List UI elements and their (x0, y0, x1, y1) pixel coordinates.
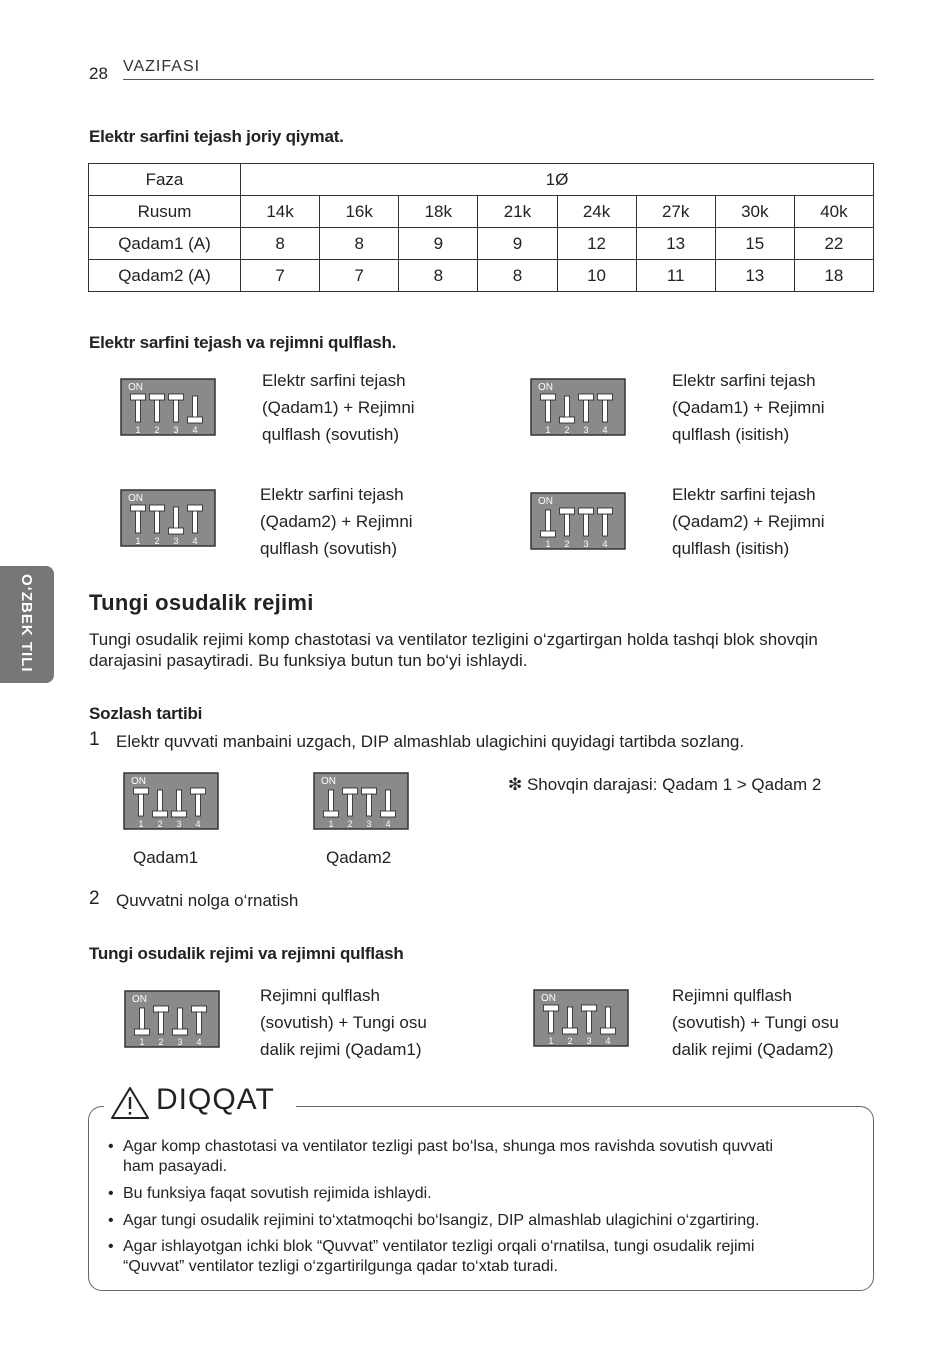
dip-number: 4 (602, 425, 608, 435)
table-cell: 40k (794, 196, 873, 228)
dip-number: 2 (154, 536, 160, 546)
dip-on-label: ON (541, 993, 556, 1004)
dip-cap-down (324, 811, 339, 817)
dip-stem (584, 514, 589, 536)
dip-stem (177, 790, 182, 812)
desc-line: qulflash (sovutish) (260, 539, 398, 558)
desc-line: Elektr sarfini tejash (262, 371, 406, 390)
caution-bullet (108, 1184, 848, 1204)
caution-title: DIQQAT (156, 1083, 275, 1116)
desc-line: Rejimni qulflash (672, 986, 792, 1005)
dip-switch (313, 772, 409, 830)
dip-cap-down (541, 531, 556, 537)
dip-stem (565, 514, 570, 536)
warning-icon (110, 1086, 150, 1125)
night-lock-title: Tungi osudalik rejimi va rejimni qulflash (89, 944, 404, 963)
table-cell: 13 (715, 260, 794, 292)
dip-stem (136, 400, 141, 422)
desc-line: qulflash (sovutish) (262, 425, 400, 444)
table-cell: 27k (636, 196, 715, 228)
desc-line: qulflash (isitish) (672, 425, 790, 444)
night-lock-desc-2 (672, 982, 839, 1063)
table-cell: 24k (557, 196, 636, 228)
desc-line: (Qadam2) + Rejimni (672, 512, 825, 531)
dip-stem (158, 790, 163, 812)
dip-number: 2 (564, 425, 570, 435)
page-number: 28 (89, 64, 108, 83)
dip-switch-graphic (313, 772, 409, 830)
dip-number: 1 (545, 539, 551, 549)
dip-number: 3 (177, 1037, 183, 1047)
dip-cap-up (191, 788, 206, 794)
dip-stem (178, 1008, 183, 1030)
dip-stem (549, 1011, 554, 1033)
dip-number: 4 (195, 819, 201, 829)
bullet-dot: • (108, 1212, 114, 1229)
dip-switch-graphic (530, 492, 626, 550)
table-cell: 30k (715, 196, 794, 228)
dip-cap-up (134, 788, 149, 794)
bullet-line: Bu funksiya faqat sovutish rejimida ishlaydi. (123, 1185, 432, 1202)
dip-stem (603, 400, 608, 422)
dip-stem (386, 790, 391, 812)
table-cell: 14k (241, 196, 320, 228)
table-cell: 12 (557, 228, 636, 260)
lock-desc-3 (260, 481, 413, 562)
dip-stem (140, 1008, 145, 1030)
dip-cap-down (601, 1028, 616, 1034)
dip-stem (565, 396, 570, 418)
dip-cap-down (135, 1029, 150, 1035)
dip-cap-up (598, 394, 613, 400)
phase-cell: 1Ø (241, 164, 874, 196)
bullet-dot: • (108, 1138, 114, 1155)
dip-stem (155, 400, 160, 422)
table-row (89, 164, 874, 196)
dip-on-label: ON (128, 382, 143, 393)
dip-on-label: ON (538, 382, 553, 393)
dip-number: 2 (157, 819, 163, 829)
dip-cap-down (153, 811, 168, 817)
desc-line: (sovutish) + Tungi osu (672, 1013, 839, 1032)
dip-number: 1 (135, 425, 141, 435)
table-cell: 9 (478, 228, 557, 260)
dip-switch-graphic (123, 772, 219, 830)
table-cell: 7 (320, 260, 399, 292)
dip-number: 1 (328, 819, 334, 829)
table-cell: 21k (478, 196, 557, 228)
table-cell: 8 (399, 260, 478, 292)
dip-switch (123, 772, 219, 830)
dip-stem (348, 794, 353, 816)
dip-number: 3 (586, 1036, 592, 1046)
dip-number: 1 (139, 1037, 145, 1047)
bullet-line: ham pasayadi. (123, 1158, 228, 1175)
dip-number: 2 (567, 1036, 573, 1046)
dip-number: 3 (366, 819, 372, 829)
dip-stem (329, 790, 334, 812)
table-cell: 18 (794, 260, 873, 292)
bullet-line: Agar ishlayotgan ichki blok “Quvvat” ventilator tezligi orqali o‘rnatilsa, tungi osudalik rejimi (123, 1238, 755, 1255)
bullet-line: Agar tungi osudalik rejimini to‘xtatmoqchi bo‘lsangiz, DIP almashlab ulagichini o‘zgartiring. (123, 1212, 760, 1229)
table-row (89, 228, 874, 260)
row-header: Rusum (89, 196, 241, 228)
dip-number: 4 (385, 819, 391, 829)
dip-number: 4 (192, 536, 198, 546)
dip-stem (197, 1012, 202, 1034)
language-side-tab[interactable] (0, 566, 54, 683)
dip-on-label: ON (321, 776, 336, 787)
desc-line: qulflash (isitish) (672, 539, 790, 558)
bullet-line: “Quvvat” ventilator tezligi o‘zgartirilgunga qadar to‘xtab turadi. (123, 1258, 558, 1275)
caution-bullet (108, 1137, 848, 1177)
dip-cap-down (381, 811, 396, 817)
dip-number: 2 (347, 819, 353, 829)
desc-line: (Qadam1) + Rejimni (262, 398, 415, 417)
dip-on-label: ON (132, 994, 147, 1005)
night-mode-heading: Tungi osudalik rejimi (89, 590, 314, 615)
dip-switch-graphic (533, 989, 629, 1047)
dip-cap-up (150, 505, 165, 511)
dip-stem (174, 400, 179, 422)
table-cell: 13 (636, 228, 715, 260)
dip-number: 2 (564, 539, 570, 549)
table-cell: 10 (557, 260, 636, 292)
row-header: Qadam2 (A) (89, 260, 241, 292)
dip-cap-up (192, 1006, 207, 1012)
bullet-dot: • (108, 1185, 114, 1202)
lock-desc-2 (672, 367, 825, 448)
dip-cap-up (131, 505, 146, 511)
dip-number: 1 (548, 1036, 554, 1046)
step-number: 1 (89, 729, 100, 750)
desc-line: Elektr sarfini tejash (672, 485, 816, 504)
table-cell: 8 (478, 260, 557, 292)
dip-cap-up (154, 1006, 169, 1012)
dip-stem (546, 510, 551, 532)
current-values-table (88, 163, 874, 292)
dip-cap-down (188, 417, 203, 423)
table-cell: 8 (241, 228, 320, 260)
dip-stem (174, 507, 179, 529)
dip-cap-up (343, 788, 358, 794)
dip-stem (587, 1011, 592, 1033)
dip-stem (546, 400, 551, 422)
dip-number: 3 (173, 425, 179, 435)
desc-line: (Qadam2) + Rejimni (260, 512, 413, 531)
night-lock-desc-1 (260, 982, 427, 1063)
lock-desc-4 (672, 481, 825, 562)
desc-line: Elektr sarfini tejash (260, 485, 404, 504)
dip-switch (120, 489, 216, 547)
dip-stem (139, 794, 144, 816)
dip-cap-up (579, 394, 594, 400)
desc-line: Rejimni qulflash (260, 986, 380, 1005)
noise-note: ❇ Shovqin darajasi: Qadam 1 > Qadam 2 (508, 775, 822, 794)
table-row (89, 260, 874, 292)
dip-cap-up (131, 394, 146, 400)
dip-stem (136, 511, 141, 533)
dip-number: 3 (173, 536, 179, 546)
table-title: Elektr sarfini tejash joriy qiymat. (89, 127, 344, 146)
lock-section-title: Elektr sarfini tejash va rejimni qulflash. (89, 333, 397, 352)
dip-cap-up (598, 508, 613, 514)
dip-cap-up (544, 1005, 559, 1011)
desc-line: (Qadam1) + Rejimni (672, 398, 825, 417)
desc-line: dalik rejimi (Qadam1) (260, 1040, 422, 1059)
step-text: Quvvatni nolga o‘rnatish (116, 891, 299, 910)
table-cell: 7 (241, 260, 320, 292)
dip-cap-up (188, 505, 203, 511)
dip-stem (367, 794, 372, 816)
dip-number: 2 (154, 425, 160, 435)
dip-cap-down (173, 1029, 188, 1035)
dip-stem (606, 1007, 611, 1029)
side-tab-label: O‘ZBEK TILI (18, 574, 35, 673)
dip-cap-up (560, 508, 575, 514)
dip-number: 2 (158, 1037, 164, 1047)
dip-number: 3 (176, 819, 182, 829)
section-title: VAZIFASI (123, 58, 201, 75)
step-text: Elektr quvvati manbaini uzgach, DIP almashlab ulagichini quyidagi tartibda sozlang. (116, 732, 745, 751)
dip-stem (196, 794, 201, 816)
dip-number: 4 (605, 1036, 611, 1046)
dip-number: 3 (583, 539, 589, 549)
dip-number: 4 (192, 425, 198, 435)
dip-on-label: ON (131, 776, 146, 787)
step-dip-label: Qadam1 (133, 848, 199, 867)
table-cell: 16k (320, 196, 399, 228)
dip-cap-up (362, 788, 377, 794)
desc-line: Elektr sarfini tejash (672, 371, 816, 390)
description-line: Tungi osudalik rejimi komp chastotasi va ventilator tezligini o‘zgartirgan holda tashqi blok shovqin (89, 630, 818, 649)
dip-number: 4 (196, 1037, 202, 1047)
bullet-line: Agar komp chastotasi va ventilator tezligi past bo‘lsa, shunga mos ravishda sovutish quvvati (123, 1138, 774, 1155)
dip-number: 1 (545, 425, 551, 435)
dip-cap-up (150, 394, 165, 400)
dip-stem (193, 511, 198, 533)
row-header: Faza (89, 164, 241, 196)
dip-stem (584, 400, 589, 422)
dip-cap-down (560, 417, 575, 423)
dip-switch (530, 378, 626, 436)
dip-stem (603, 514, 608, 536)
dip-cap-down (169, 528, 184, 534)
dip-cap-down (172, 811, 187, 817)
dip-stem (193, 396, 198, 418)
dip-on-label: ON (128, 493, 143, 504)
dip-switch (530, 492, 626, 550)
dip-switch (124, 990, 220, 1048)
dip-number: 4 (602, 539, 608, 549)
lock-desc-1 (262, 367, 415, 448)
step-dip-label: Qadam2 (326, 848, 392, 867)
table-cell: 18k (399, 196, 478, 228)
dip-number: 3 (583, 425, 589, 435)
dip-number: 1 (135, 536, 141, 546)
dip-cap-up (582, 1005, 597, 1011)
dip-switch-graphic (120, 489, 216, 547)
dip-cap-up (541, 394, 556, 400)
dip-switch-graphic (124, 990, 220, 1048)
dip-switch (120, 378, 216, 436)
dip-stem (159, 1012, 164, 1034)
table-cell: 9 (399, 228, 478, 260)
dip-cap-up (169, 394, 184, 400)
table-cell: 11 (636, 260, 715, 292)
desc-line: dalik rejimi (Qadam2) (672, 1040, 834, 1059)
dip-stem (155, 511, 160, 533)
caution-bullet (108, 1211, 848, 1231)
procedure-title: Sozlash tartibi (89, 704, 203, 723)
dip-switch (533, 989, 629, 1047)
dip-stem (568, 1007, 573, 1029)
bullet-dot: • (108, 1238, 114, 1255)
dip-switch-graphic (120, 378, 216, 436)
table-cell: 22 (794, 228, 873, 260)
step-number: 2 (89, 888, 100, 909)
dip-number: 1 (138, 819, 144, 829)
row-header: Qadam1 (A) (89, 228, 241, 260)
table-cell: 15 (715, 228, 794, 260)
dip-cap-down (563, 1028, 578, 1034)
desc-line: (sovutish) + Tungi osu (260, 1013, 427, 1032)
night-mode-description (89, 629, 879, 671)
description-line: darajasini pasaytiradi. Bu funksiya butun tun bo‘yi ishlaydi. (89, 651, 528, 670)
header-divider (123, 79, 874, 80)
dip-switch-graphic (530, 378, 626, 436)
dip-on-label: ON (538, 496, 553, 507)
dip-cap-up (579, 508, 594, 514)
table-row (89, 196, 874, 228)
table-cell: 8 (320, 228, 399, 260)
caution-bullet (108, 1237, 848, 1277)
